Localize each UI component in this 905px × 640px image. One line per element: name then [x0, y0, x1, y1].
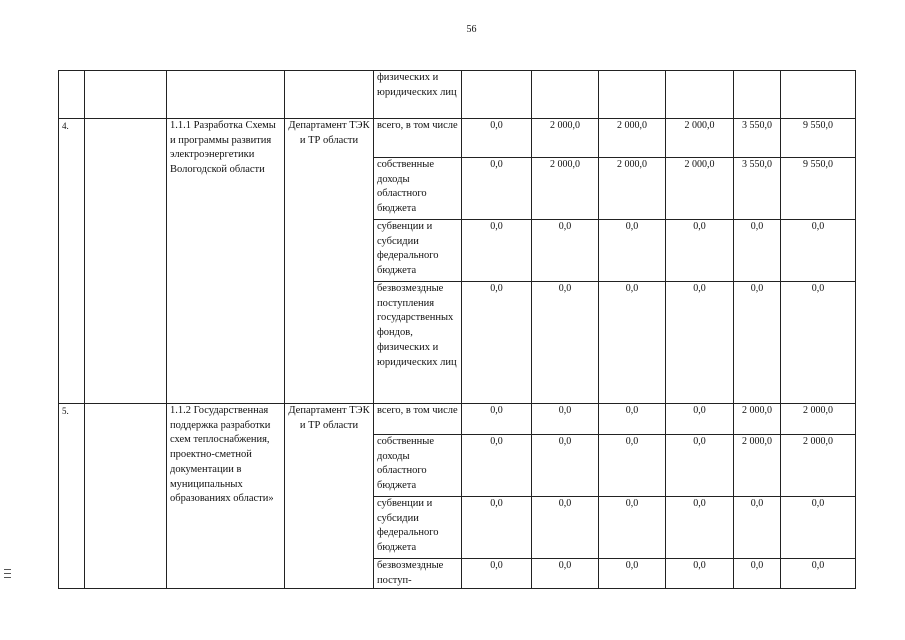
value-cell: 2 000,0: [734, 435, 781, 497]
source-cell: субвенции и субсидии федерального бюджета: [374, 220, 462, 282]
value-cell: 2 000,0: [599, 158, 666, 220]
source-cell: безвозмездные поступ-: [374, 559, 462, 589]
financing-table: [58, 70, 856, 589]
value-cell: 0,0: [666, 220, 734, 282]
value-cell: 9 550,0: [781, 119, 856, 158]
source-cell: физических и юридических лиц: [374, 71, 462, 119]
value-cell: 0,0: [599, 497, 666, 559]
value-cell: 0,0: [462, 119, 532, 158]
table-row: [59, 119, 856, 158]
value-cell: 0,0: [532, 435, 599, 497]
value-cell: 0,0: [532, 282, 599, 404]
source-cell: собственные доходы областного бюджета: [374, 158, 462, 220]
continuation-row: [59, 71, 856, 119]
event-name-cell: 1.1.2 Государственная поддержка разработки схем теплоснабжения, проектно-сметной документации в муниципальных образованиях области»: [167, 404, 285, 589]
value-cell: 0,0: [666, 404, 734, 435]
source-cell: собственные доходы областного бюджета: [374, 435, 462, 497]
value-cell: [532, 71, 599, 119]
value-cell: 0,0: [666, 282, 734, 404]
event-name-cell: [167, 71, 285, 119]
value-cell: 0,0: [666, 559, 734, 589]
value-cell: 0,0: [734, 559, 781, 589]
source-cell: всего, в том числе: [374, 404, 462, 435]
executor-cell: Департамент ТЭК и ТР области: [285, 119, 374, 404]
value-cell: 0,0: [781, 559, 856, 589]
scan-artifact: [4, 569, 11, 570]
value-cell: 3 550,0: [734, 158, 781, 220]
source-cell: субвенции и субсидии федерального бюджета: [374, 497, 462, 559]
scan-artifact: [4, 573, 11, 574]
value-cell: 2 000,0: [781, 404, 856, 435]
value-cell: 2 000,0: [666, 158, 734, 220]
value-cell: 0,0: [599, 404, 666, 435]
value-cell: 0,0: [734, 220, 781, 282]
value-cell: 0,0: [532, 497, 599, 559]
blank-cell: [85, 71, 167, 119]
source-cell: безвозмездные поступления государственных фондов, физических и юридических лиц: [374, 282, 462, 404]
blank-cell: [85, 119, 167, 404]
value-cell: 0,0: [599, 220, 666, 282]
value-cell: [666, 71, 734, 119]
value-cell: 0,0: [462, 158, 532, 220]
value-cell: 0,0: [462, 220, 532, 282]
value-cell: 0,0: [462, 404, 532, 435]
executor-cell: [285, 71, 374, 119]
source-cell: всего, в том числе: [374, 119, 462, 158]
value-cell: 0,0: [781, 220, 856, 282]
value-cell: 0,0: [599, 282, 666, 404]
value-cell: 0,0: [599, 559, 666, 589]
value-cell: 0,0: [734, 282, 781, 404]
value-cell: [734, 71, 781, 119]
value-cell: 0,0: [532, 220, 599, 282]
blank-cell: [85, 404, 167, 589]
value-cell: 0,0: [462, 435, 532, 497]
event-name-cell: 1.1.1 Разработка Схемы и программы развития электроэнергетики Вологодской области: [167, 119, 285, 404]
value-cell: 2 000,0: [532, 119, 599, 158]
scan-artifact: [4, 577, 11, 578]
index-cell: 4.: [59, 119, 85, 404]
table-row: [59, 404, 856, 435]
value-cell: 0,0: [462, 282, 532, 404]
index-cell: 5.: [59, 404, 85, 589]
value-cell: 2 000,0: [599, 119, 666, 158]
value-cell: 0,0: [666, 435, 734, 497]
value-cell: 2 000,0: [532, 158, 599, 220]
value-cell: 2 000,0: [781, 435, 856, 497]
executor-cell: Департамент ТЭК и ТР области: [285, 404, 374, 589]
value-cell: 2 000,0: [734, 404, 781, 435]
value-cell: 0,0: [599, 435, 666, 497]
value-cell: 0,0: [781, 282, 856, 404]
value-cell: 9 550,0: [781, 158, 856, 220]
page-number: 56: [466, 24, 477, 35]
value-cell: 0,0: [734, 497, 781, 559]
value-cell: [599, 71, 666, 119]
value-cell: 0,0: [532, 404, 599, 435]
value-cell: [781, 71, 856, 119]
value-cell: 3 550,0: [734, 119, 781, 158]
index-cell: [59, 71, 85, 119]
value-cell: 0,0: [666, 497, 734, 559]
value-cell: 2 000,0: [666, 119, 734, 158]
value-cell: 0,0: [462, 497, 532, 559]
value-cell: 0,0: [532, 559, 599, 589]
value-cell: [462, 71, 532, 119]
value-cell: 0,0: [781, 497, 856, 559]
value-cell: 0,0: [462, 559, 532, 589]
